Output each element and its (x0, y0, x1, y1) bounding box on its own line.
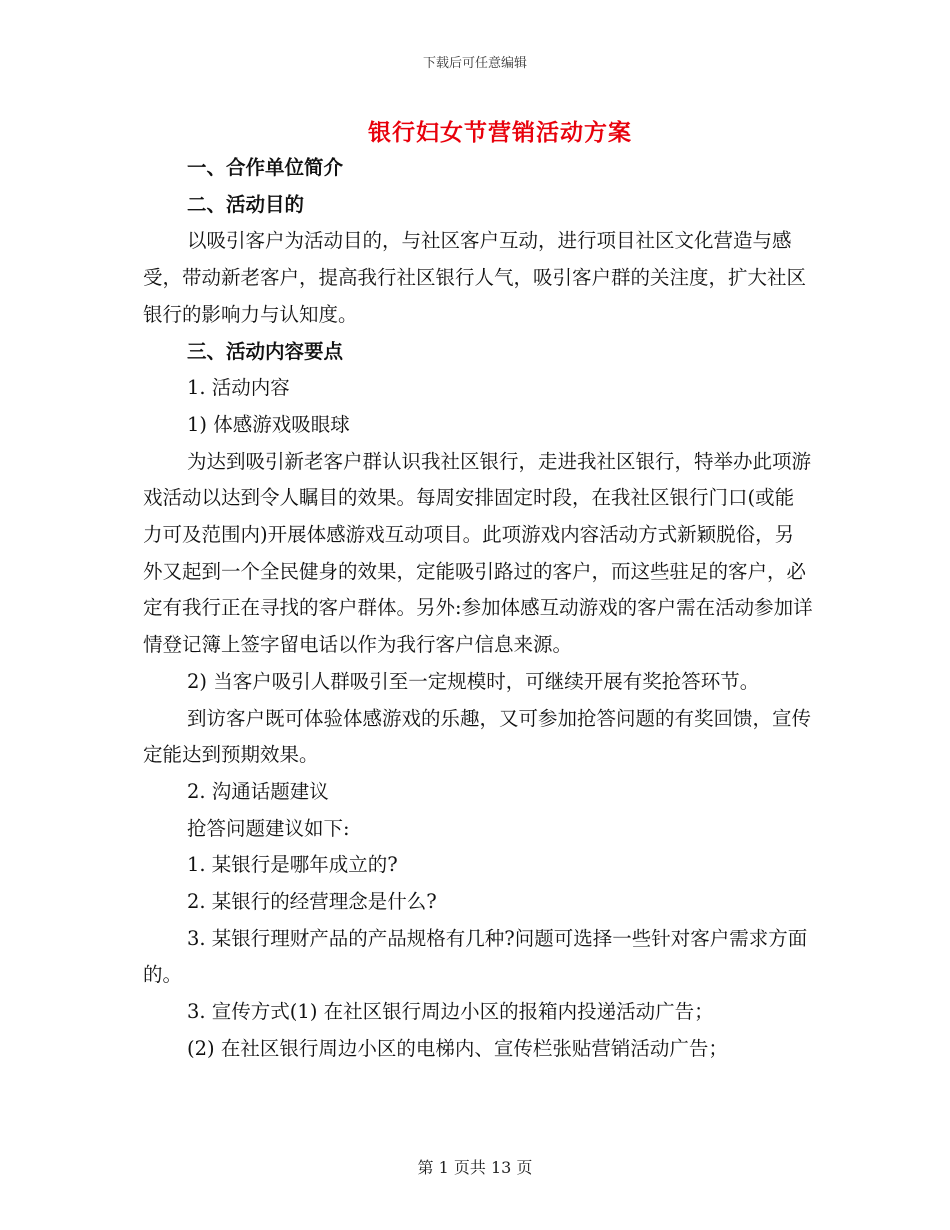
list-item-promotion-2: (2) 在社区银行周边小区的电梯内、宣传栏张贴营销活动广告； (187, 1036, 728, 1060)
page-header-note: 下载后可任意编辑 (422, 56, 527, 71)
body-paragraph-quiz: 2) 当客户吸引人群吸引至一定规模时，可继续开展有奖抢答环节。 (187, 669, 760, 693)
section-heading-3: 三、活动内容要点 (187, 339, 344, 363)
body-paragraph-quiz-intro: 抢答问题建议如下: (187, 816, 350, 840)
list-item-question-2: 2. 某银行的经营理念是什么? (187, 890, 437, 914)
list-item-promotion-1: 3. 宣传方式(1) 在社区银行周边小区的报箱内投递活动广告； (187, 1000, 714, 1024)
body-paragraph-game: 为达到吸引新老客户群认识我社区银行，走进我社区银行，特举办此项游戏活动以达到令人瞩目的效果。每周安排固定时段，在我社区银行门口(或能力可及范围内)开展体感游戏互动项目。此项游戏内容活动方式新颖脱俗，另外又起到一个全民健身的效果，定能吸引路过的客户，而这些驻足的客户，必定有我行正在寻找的客户群体。另外:参加体感互动游戏的客户需在活动参加详情登记簿上签字留电话以作为我行客户信息来源。 (143, 449, 813, 657)
list-item-question-3: 3. 某银行理财产品的产品规格有几种?问题可选择一些针对客户需求方面的。 (143, 926, 808, 987)
document-body (143, 150, 813, 1068)
subheading-topics: 2. 沟通话题建议 (187, 779, 329, 803)
body-paragraph-purpose: 以吸引客户为活动目的，与社区客户互动，进行项目社区文化营造与感受，带动新老客户，提高我行社区银行人气，吸引客户群的关注度，扩大社区银行的影响力与认知度。 (143, 229, 807, 326)
body-paragraph-visitors: 到访客户既可体验体感游戏的乐趣，又可参加抢答问题的有奖回馈，宣传定能达到预期效果。 (143, 706, 812, 767)
section-heading-1: 一、合作单位简介 (187, 156, 344, 179)
subheading-motion-game: 1) 体感游戏吸眼球 (187, 412, 350, 436)
page-footer: 第 1 页共 13 页 (417, 1158, 533, 1177)
subheading-activity-content: 1. 活动内容 (187, 376, 290, 400)
list-item-question-1: 1. 某银行是哪年成立的? (187, 853, 398, 877)
document-title: 银行妇女节营销活动方案 (368, 119, 632, 146)
section-heading-2: 二、活动目的 (187, 192, 305, 216)
